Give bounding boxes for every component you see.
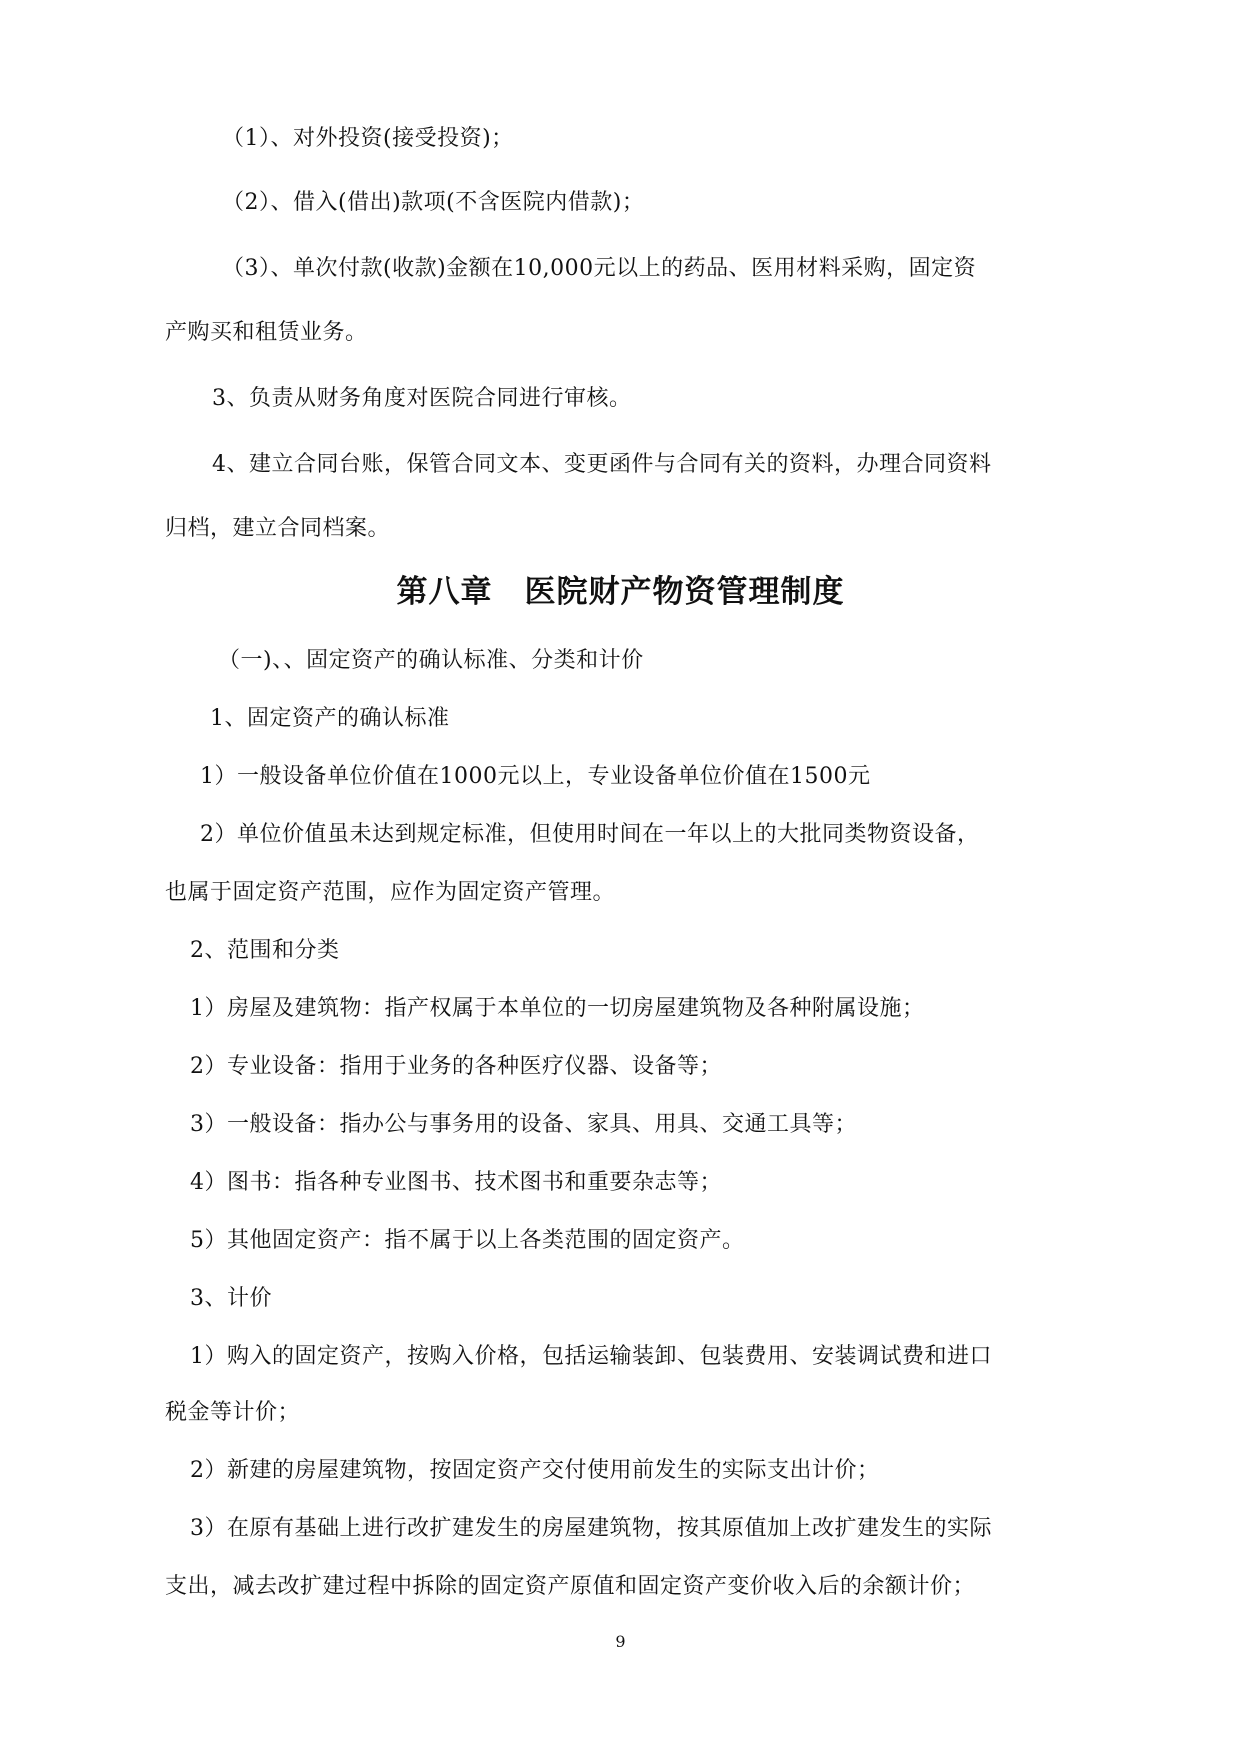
chapter-title: 第八章 医院财产物资管理制度 bbox=[396, 574, 845, 610]
page-number: 9 bbox=[615, 1632, 626, 1651]
paragraph-line: 3）在原有基础上进行改扩建发生的房屋建筑物，按其原值加上改扩建发生的实际 bbox=[190, 1516, 992, 1541]
paragraph-line: 3、负责从财务角度对医院合同进行审核。 bbox=[212, 386, 632, 411]
subsection-heading: 3、计价 bbox=[190, 1286, 272, 1311]
paragraph-line: 产购买和租赁业务。 bbox=[165, 320, 368, 345]
paragraph-line: （1）、对外投资(接受投资)； bbox=[222, 126, 514, 151]
paragraph-line: 1）购入的固定资产，按购入价格，包括运输装卸、包装费用、安装调试费和进口 bbox=[190, 1344, 992, 1369]
paragraph-line: 支出，减去改扩建过程中拆除的固定资产原值和固定资产变价收入后的余额计价； bbox=[165, 1574, 976, 1599]
list-item: 3）一般设备：指办公与事务用的设备、家具、用具、交通工具等； bbox=[190, 1112, 857, 1137]
paragraph-line: 也属于固定资产范围，应作为固定资产管理。 bbox=[165, 880, 616, 905]
paragraph-line: 2）单位价值虽未达到规定标准，但使用时间在一年以上的大批同类物资设备， bbox=[200, 822, 980, 847]
list-item: 2）专业设备：指用于业务的各种医疗仪器、设备等； bbox=[190, 1054, 722, 1079]
paragraph-line: 归档，建立合同档案。 bbox=[165, 516, 391, 541]
list-item: 4）图书：指各种专业图书、技术图书和重要杂志等； bbox=[190, 1170, 722, 1195]
list-item: 5）其他固定资产：指不属于以上各类范围的固定资产。 bbox=[190, 1228, 745, 1253]
section-heading: （一)、、固定资产的确认标准、分类和计价 bbox=[218, 648, 644, 673]
paragraph-line: （2）、借入(借出)款项(不含医院内借款)； bbox=[222, 190, 645, 215]
paragraph-line: 税金等计价； bbox=[165, 1400, 301, 1425]
list-item: 1）房屋及建筑物：指产权属于本单位的一切房屋建筑物及各种附属设施； bbox=[190, 996, 925, 1021]
paragraph-line: 4、建立合同台账，保管合同文本、变更函件与合同有关的资料，办理合同资料 bbox=[212, 452, 992, 477]
subsection-heading: 1、固定资产的确认标准 bbox=[210, 706, 450, 731]
paragraph-line: （3）、单次付款(收款)金额在10,000元以上的药品、医用材料采购，固定资 bbox=[222, 256, 977, 281]
paragraph-line: 1）一般设备单位价值在1000元以上，专业设备单位价值在1500元 bbox=[200, 764, 871, 789]
paragraph-line: 2）新建的房屋建筑物，按固定资产交付使用前发生的实际支出计价； bbox=[190, 1458, 880, 1483]
subsection-heading: 2、范围和分类 bbox=[190, 938, 340, 963]
